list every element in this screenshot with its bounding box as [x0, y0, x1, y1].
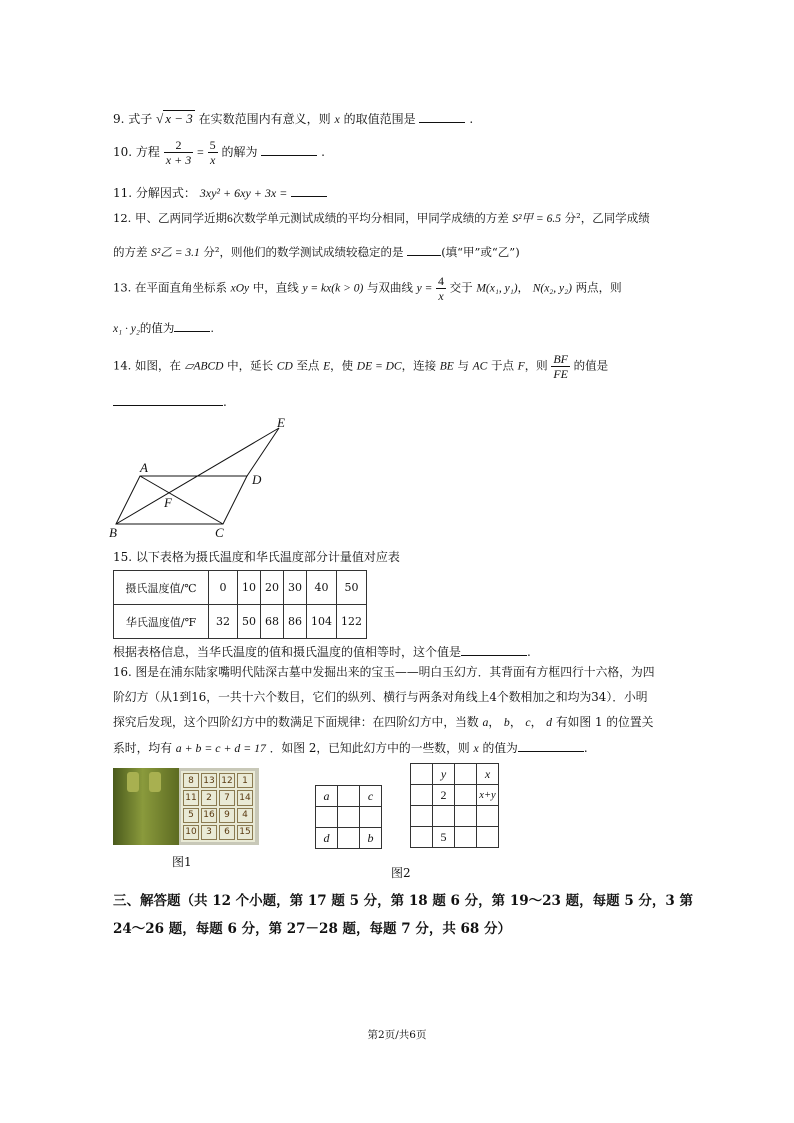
question-9 — [113, 110, 473, 127]
grid-cell: a — [316, 786, 338, 807]
question-11 — [113, 184, 327, 201]
q15-answer-blank[interactable] — [461, 643, 527, 656]
q14-text-2: 中，延长 — [227, 358, 274, 373]
q14-be: BE — [439, 360, 454, 373]
question-10 — [113, 138, 325, 167]
q14-text-5: ，连接 — [401, 358, 437, 373]
jade-glyph: 11 — [183, 790, 199, 805]
q14-text-9: 的值是 — [573, 358, 609, 373]
q10-fraction-2 — [208, 138, 218, 167]
q10-fraction-1 — [164, 138, 193, 167]
q13-comma: ， — [517, 280, 530, 295]
section-3-heading-line-2: 24～26 题，每题 6 分，第 27－28 题，每题 7 分，共 68 分） — [113, 921, 512, 937]
jade-glyph: 12 — [219, 773, 235, 788]
q12-unit-1: 分² — [564, 211, 581, 225]
jade-glyph: 16 — [201, 808, 217, 823]
table-row-celsius — [114, 571, 367, 605]
grid-cell — [433, 806, 455, 827]
q12-variance-yi: S²乙 = 3.1 — [151, 247, 200, 259]
jade-knob — [127, 772, 139, 792]
q13-fraction — [436, 274, 446, 303]
q14-eq: DE = DC — [356, 360, 402, 373]
jade-glyph-grid — [181, 771, 255, 842]
q15-intro: 15. 以下表格为摄氏温度和华氏温度部分计量值对应表 — [113, 550, 400, 564]
jade-knob — [149, 772, 161, 792]
q11-number: 11. — [113, 186, 133, 200]
q13-point-n: N(x₂, y₂) — [532, 282, 572, 295]
figure-2-small-grid — [315, 785, 382, 849]
q16-text-3: 探究后发现，这个四阶幻方中的数满足下面规律：在四阶幻方中，当数 — [113, 715, 479, 729]
q13-text-4: 交于 — [449, 280, 473, 295]
q13-line-eq: y = kx(k > 0) — [302, 282, 364, 295]
question-12-line-1 — [113, 210, 650, 226]
table-cell: 0 — [209, 571, 238, 605]
label-d: D — [252, 472, 262, 487]
q14-geometry-figure — [105, 412, 305, 542]
grid-cell: c — [360, 786, 382, 807]
diagonal-ac — [140, 476, 223, 524]
grid-cell — [477, 827, 499, 848]
q10-f2-den: x — [209, 153, 216, 167]
q16-text-4-mid: ．如图 2，已知此幻方中的一些数，则 — [269, 741, 470, 755]
grid-cell — [411, 785, 433, 806]
celsius-label: 摄氏温度值/℃ — [114, 571, 209, 605]
q14-answer-blank[interactable] — [113, 393, 223, 406]
q14-text-4: ，使 — [330, 358, 354, 373]
q11-answer-blank[interactable] — [291, 184, 327, 197]
q16-line-2: 阶幻方（从1到16，一共十六个数目，它们的纵列、横行与两条对角线上4个数相加之和均为34）．小明 — [113, 690, 648, 704]
q10-f1-num: 2 — [164, 138, 193, 153]
table-cell: 32 — [209, 605, 238, 639]
q14-text-8: ，则 — [524, 358, 548, 373]
grid-cell — [411, 827, 433, 848]
q16-var-a: a — [482, 715, 489, 729]
q14-end: . — [223, 395, 227, 409]
jade-glyph: 1 — [237, 773, 253, 788]
q9-number: 9. — [113, 112, 125, 126]
q16-text-4-post: 的值为 — [482, 741, 518, 755]
table-cell: 50 — [238, 605, 261, 639]
grid-cell — [316, 807, 338, 828]
q9-answer-blank[interactable] — [419, 110, 465, 123]
q13-text-5: 两点，则 — [575, 280, 622, 295]
table-cell: 86 — [284, 605, 307, 639]
q13-answer-blank[interactable] — [174, 319, 210, 332]
label-c: C — [215, 525, 224, 540]
grid-cell: x — [477, 764, 499, 785]
table-cell: 68 — [261, 605, 284, 639]
grid-cell: x+y — [477, 785, 499, 806]
grid-cell: d — [316, 828, 338, 849]
q16-text-4: 系时，均有 — [113, 741, 172, 755]
grid-cell — [455, 827, 477, 848]
q13-f-den: x — [438, 289, 444, 303]
grid-cell — [455, 806, 477, 827]
q16-line-4 — [113, 739, 588, 756]
jade-glyph: 15 — [237, 825, 253, 840]
q13-end: . — [210, 321, 214, 335]
grid-cell — [411, 764, 433, 785]
q14-cd: CD — [276, 360, 293, 373]
segment-de — [247, 428, 279, 476]
q13-xoy: xOy — [230, 282, 250, 295]
jade-pendant-image — [113, 768, 179, 845]
q15-end: . — [527, 645, 531, 659]
jade-glyph: 14 — [237, 790, 253, 805]
q12-text-3: ，乙同学成绩 — [580, 211, 650, 225]
q10-answer-blank[interactable] — [261, 143, 317, 156]
table-cell: 30 — [284, 571, 307, 605]
q10-text-post: 的解为 — [221, 145, 258, 159]
jade-glyph: 13 — [201, 773, 217, 788]
grid-cell: 2 — [433, 785, 455, 806]
jade-glyph: 4 — [237, 808, 253, 823]
q11-text: 分解因式： — [135, 186, 196, 200]
page-footer: 第2页/共6页 — [367, 1029, 427, 1041]
q12-text-5: ，则他们的数学测试成绩较稳定的是 — [219, 245, 404, 259]
jade-glyph: 3 — [201, 825, 217, 840]
jade-glyph: 9 — [219, 808, 235, 823]
figure-2-caption: 图2 — [391, 866, 411, 880]
q12-variance-jia: S²甲 = 6.5 — [512, 213, 561, 225]
jade-glyph: 7 — [219, 790, 235, 805]
grid-cell: y — [433, 764, 455, 785]
table-cell: 122 — [337, 605, 367, 639]
q16-var-d: d — [546, 715, 553, 729]
table-row-fahrenheit — [114, 605, 367, 639]
q16-end: . — [583, 741, 588, 755]
q14-f-num: BF — [553, 352, 569, 366]
jade-glyph: 2 — [201, 790, 217, 805]
q15-question-text: 根据表格信息，当华氏温度的值和摄氏温度的值相等时，这个值是 — [113, 645, 462, 659]
question-13-line-2 — [113, 319, 214, 336]
q14-text-6: 与 — [457, 358, 469, 373]
table-cell: 20 — [261, 571, 284, 605]
q13-product: x₁ · y₂ — [113, 323, 140, 335]
q12-six: 6 — [226, 213, 233, 225]
q14-text-3: 至点 — [296, 358, 320, 373]
q16-rule: a + b = c + d = 17 — [175, 741, 266, 755]
q14-text-1: 14. 如图，在 — [113, 358, 181, 373]
jade-magic-square-photo — [113, 768, 259, 845]
q14-text-7: 于点 — [491, 358, 514, 373]
label-f: F — [164, 495, 172, 510]
jade-glyph: 6 — [219, 825, 235, 840]
question-14-line-2 — [113, 393, 227, 409]
question-13-line-1 — [113, 274, 622, 303]
q10-f2-num: 5 — [209, 138, 216, 152]
q14-ac: AC — [472, 360, 488, 373]
q15-question — [113, 643, 531, 660]
grid-cell — [338, 786, 360, 807]
section-3-heading-line-1: 三、解答题（共 12 个小题，第 17 题 5 分，第 18 题 6 分，第 19～23 题，每题 5 分，3 第 — [113, 893, 694, 909]
q16-var-b: b — [503, 715, 510, 729]
grid-cell — [455, 785, 477, 806]
q16-var-x: x — [473, 741, 479, 755]
q16-line-1: 16. 图是在浦东陆家嘴明代陆深古墓中发掘出来的宝玉——明白玉幻方．其背面有方框四行十六格，为四 — [113, 665, 655, 679]
q13-text-2: 中，直线 — [252, 280, 299, 295]
grid-cell — [411, 806, 433, 827]
q12-answer-blank[interactable] — [407, 243, 441, 256]
q12-unit-2: 分² — [203, 245, 220, 259]
fahrenheit-label: 华氏温度值/℉ — [114, 605, 209, 639]
q9-radicand: x − 3 — [165, 111, 193, 126]
q13-f-num: 4 — [438, 274, 445, 288]
q14-parallelogram: ▱ABCD — [184, 360, 224, 373]
q14-fraction — [551, 352, 570, 381]
q14-e: E — [323, 360, 331, 373]
question-12-line-2 — [113, 243, 520, 260]
q11-expression: 3xy² + 6xy + 3x = — [199, 186, 288, 200]
jade-glyph: 5 — [183, 808, 199, 823]
q10-number: 10. — [113, 145, 133, 159]
q12-text-2: 次数学单元测试成绩的平均分相同，甲同学成绩的方差 — [232, 211, 509, 225]
q10-text: 方程 — [135, 145, 160, 159]
q9-text-mid: 在实数范围内有意义，则 — [198, 112, 331, 126]
q16-answer-blank[interactable] — [518, 739, 584, 752]
q14-f-den: FE — [553, 367, 569, 381]
q12-text-1: 12. 甲、乙两同学近期 — [113, 211, 227, 225]
q10-eq: = — [197, 145, 204, 159]
q13-text-1: 13. 在平面直角坐标系 — [113, 280, 227, 295]
question-14-line-1 — [113, 352, 608, 381]
q16-line-3: 探究后发现，这个四阶幻方中的数满足下面规律：在四阶幻方中，当数 a， b， c， d 有如图 1 的位置关 — [113, 715, 654, 729]
q10-f1-den: x + 3 — [165, 153, 192, 167]
q13-point-m: M(x₁, y₁) — [476, 282, 518, 295]
q10-end: . — [321, 145, 325, 159]
temperature-table — [113, 570, 367, 639]
q9-text-post: 的取值范围是 — [343, 112, 416, 126]
q16-var-c: c — [525, 715, 531, 729]
jade-glyph: 8 — [183, 773, 199, 788]
grid-cell — [338, 828, 360, 849]
table-cell: 104 — [307, 605, 337, 639]
q16-text-3-end: 有如图 1 的位置关 — [555, 715, 654, 729]
q9-end: . — [469, 112, 474, 126]
label-e: E — [277, 415, 285, 430]
q12-text-6: (填“甲”或“乙”) — [441, 245, 520, 259]
q13-text-3: 与双曲线 — [366, 280, 413, 295]
label-a: A — [140, 460, 148, 475]
figure-2-big-grid — [410, 763, 499, 848]
q9-text: 式子 — [128, 112, 153, 126]
grid-cell — [477, 806, 499, 827]
table-cell: 40 — [307, 571, 337, 605]
grid-cell: b — [360, 828, 382, 849]
q13-text-6: 的值为 — [139, 321, 175, 335]
q12-text-4: 的方差 — [113, 245, 148, 259]
grid-cell: 5 — [433, 827, 455, 848]
q13-y: y = — [416, 282, 433, 295]
grid-cell — [455, 764, 477, 785]
table-cell: 10 — [238, 571, 261, 605]
figure-1-caption: 图1 — [172, 855, 192, 869]
grid-cell — [338, 807, 360, 828]
q14-f: F — [517, 360, 525, 373]
table-cell: 50 — [337, 571, 367, 605]
grid-cell — [360, 807, 382, 828]
q9-var: x — [334, 112, 340, 126]
jade-glyph: 10 — [183, 825, 199, 840]
q9-radical: √ x − 3 — [156, 111, 193, 126]
label-b: B — [109, 525, 117, 540]
